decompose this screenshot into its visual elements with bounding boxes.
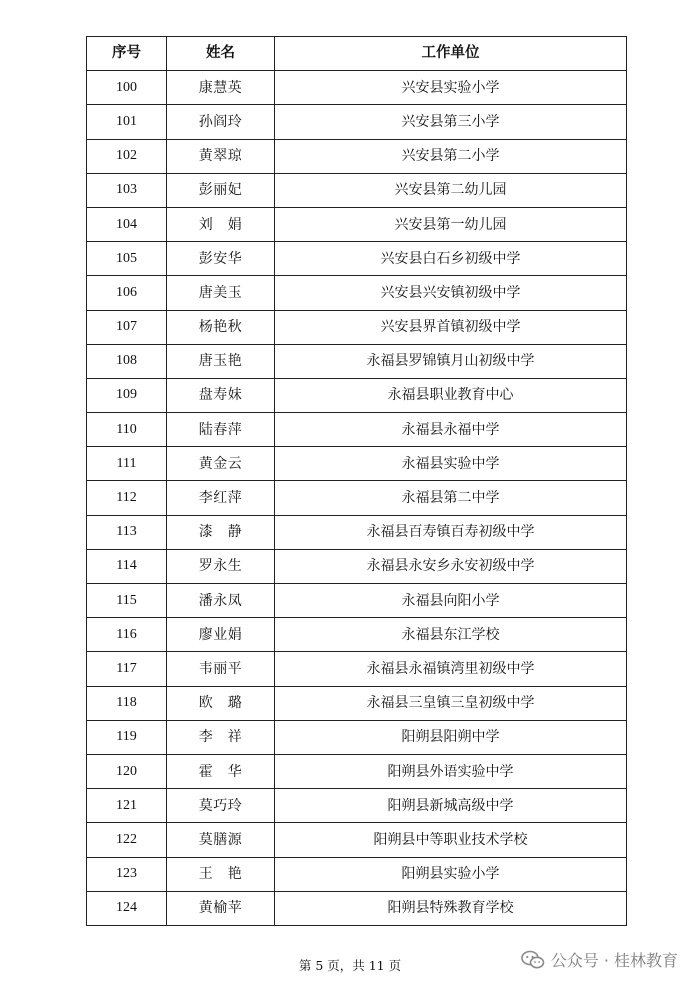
unit-cell: 永福县永福中学 bbox=[275, 413, 627, 447]
seq-cell: 121 bbox=[87, 789, 167, 823]
seq-cell: 106 bbox=[87, 276, 167, 310]
table-row bbox=[87, 823, 627, 857]
name-cell: 韦丽平 bbox=[167, 652, 275, 686]
name-cell: 孙阎玲 bbox=[167, 105, 275, 139]
name-cell: 唐美玉 bbox=[167, 276, 275, 310]
name-cell: 杨艳秋 bbox=[167, 310, 275, 344]
seq-cell: 110 bbox=[87, 413, 167, 447]
name-cell: 王 艳 bbox=[167, 857, 275, 891]
table-row bbox=[87, 276, 627, 310]
name-cell: 盘寿妹 bbox=[167, 378, 275, 412]
wechat-icon bbox=[521, 950, 545, 970]
name-cell: 莫膳源 bbox=[167, 823, 275, 857]
unit-cell: 兴安县第一幼儿园 bbox=[275, 207, 627, 241]
unit-cell: 永福县实验中学 bbox=[275, 447, 627, 481]
seq-cell: 117 bbox=[87, 652, 167, 686]
seq-cell: 114 bbox=[87, 549, 167, 583]
name-cell: 康慧英 bbox=[167, 71, 275, 105]
watermark-text: 公众号 · 桂林教育 bbox=[550, 951, 678, 970]
unit-cell: 兴安县实验小学 bbox=[275, 71, 627, 105]
name-cell: 潘永凤 bbox=[167, 584, 275, 618]
table-row bbox=[87, 686, 627, 720]
unit-cell: 兴安县第二幼儿园 bbox=[275, 173, 627, 207]
page-number: 第 5 页，共 11 页 bbox=[298, 958, 402, 973]
unit-cell: 阳朔县新城高级中学 bbox=[275, 789, 627, 823]
table-row bbox=[87, 720, 627, 754]
name-cell: 李 祥 bbox=[167, 720, 275, 754]
table-row bbox=[87, 139, 627, 173]
table-row bbox=[87, 481, 627, 515]
name-cell: 陆春萍 bbox=[167, 413, 275, 447]
table-row bbox=[87, 71, 627, 105]
unit-cell: 兴安县第三小学 bbox=[275, 105, 627, 139]
name-cell: 欧 璐 bbox=[167, 686, 275, 720]
seq-cell: 103 bbox=[87, 173, 167, 207]
unit-cell: 永福县永安乡永安初级中学 bbox=[275, 549, 627, 583]
unit-cell: 兴安县第二小学 bbox=[275, 139, 627, 173]
table-body bbox=[87, 71, 627, 926]
seq-cell: 109 bbox=[87, 378, 167, 412]
table-row bbox=[87, 584, 627, 618]
name-cell: 彭丽妃 bbox=[167, 173, 275, 207]
name-cell: 黄翠琼 bbox=[167, 139, 275, 173]
table-row bbox=[87, 891, 627, 925]
seq-cell: 102 bbox=[87, 139, 167, 173]
seq-cell: 124 bbox=[87, 891, 167, 925]
header-seq: 序号 bbox=[87, 37, 167, 71]
unit-cell: 阳朔县中等职业技术学校 bbox=[275, 823, 627, 857]
seq-cell: 115 bbox=[87, 584, 167, 618]
unit-cell: 阳朔县外语实验中学 bbox=[275, 754, 627, 788]
table-row bbox=[87, 857, 627, 891]
unit-cell: 兴安县兴安镇初级中学 bbox=[275, 276, 627, 310]
seq-cell: 116 bbox=[87, 618, 167, 652]
table-row bbox=[87, 207, 627, 241]
unit-cell: 永福县职业教育中心 bbox=[275, 378, 627, 412]
header-name: 姓名 bbox=[167, 37, 275, 71]
table-row bbox=[87, 447, 627, 481]
table-row bbox=[87, 652, 627, 686]
unit-cell: 永福县第二中学 bbox=[275, 481, 627, 515]
seq-cell: 107 bbox=[87, 310, 167, 344]
seq-cell: 100 bbox=[87, 71, 167, 105]
table-row bbox=[87, 549, 627, 583]
unit-cell: 永福县东江学校 bbox=[275, 618, 627, 652]
seq-cell: 123 bbox=[87, 857, 167, 891]
unit-cell: 阳朔县特殊教育学校 bbox=[275, 891, 627, 925]
name-cell: 莫巧玲 bbox=[167, 789, 275, 823]
name-cell: 霍 华 bbox=[167, 754, 275, 788]
seq-cell: 113 bbox=[87, 515, 167, 549]
table-row bbox=[87, 105, 627, 139]
roster-table bbox=[86, 36, 627, 926]
table-row bbox=[87, 310, 627, 344]
unit-cell: 兴安县白石乡初级中学 bbox=[275, 242, 627, 276]
seq-cell: 105 bbox=[87, 242, 167, 276]
table-row bbox=[87, 789, 627, 823]
table-row bbox=[87, 344, 627, 378]
name-cell: 漆 静 bbox=[167, 515, 275, 549]
name-cell: 李红萍 bbox=[167, 481, 275, 515]
name-cell: 罗永生 bbox=[167, 549, 275, 583]
table-row bbox=[87, 618, 627, 652]
table-row bbox=[87, 173, 627, 207]
seq-cell: 108 bbox=[87, 344, 167, 378]
table-row bbox=[87, 378, 627, 412]
name-cell: 廖业娟 bbox=[167, 618, 275, 652]
unit-cell: 兴安县界首镇初级中学 bbox=[275, 310, 627, 344]
unit-cell: 阳朔县阳朔中学 bbox=[275, 720, 627, 754]
table-row bbox=[87, 413, 627, 447]
seq-cell: 120 bbox=[87, 754, 167, 788]
table-header-row bbox=[87, 37, 627, 71]
seq-cell: 112 bbox=[87, 481, 167, 515]
seq-cell: 122 bbox=[87, 823, 167, 857]
unit-cell: 永福县罗锦镇月山初级中学 bbox=[275, 344, 627, 378]
unit-cell: 永福县百寿镇百寿初级中学 bbox=[275, 515, 627, 549]
seq-cell: 101 bbox=[87, 105, 167, 139]
name-cell: 黄榆苹 bbox=[167, 891, 275, 925]
unit-cell: 永福县永福镇湾里初级中学 bbox=[275, 652, 627, 686]
seq-cell: 119 bbox=[87, 720, 167, 754]
name-cell: 唐玉艳 bbox=[167, 344, 275, 378]
unit-cell: 阳朔县实验小学 bbox=[275, 857, 627, 891]
table-row bbox=[87, 242, 627, 276]
unit-cell: 永福县向阳小学 bbox=[275, 584, 627, 618]
table-row bbox=[87, 754, 627, 788]
table-row bbox=[87, 515, 627, 549]
seq-cell: 118 bbox=[87, 686, 167, 720]
name-cell: 刘 娟 bbox=[167, 207, 275, 241]
header-unit: 工作单位 bbox=[275, 37, 627, 71]
unit-cell: 永福县三皇镇三皇初级中学 bbox=[275, 686, 627, 720]
name-cell: 彭安华 bbox=[167, 242, 275, 276]
watermark bbox=[521, 948, 678, 971]
seq-cell: 111 bbox=[87, 447, 167, 481]
seq-cell: 104 bbox=[87, 207, 167, 241]
name-cell: 黄金云 bbox=[167, 447, 275, 481]
